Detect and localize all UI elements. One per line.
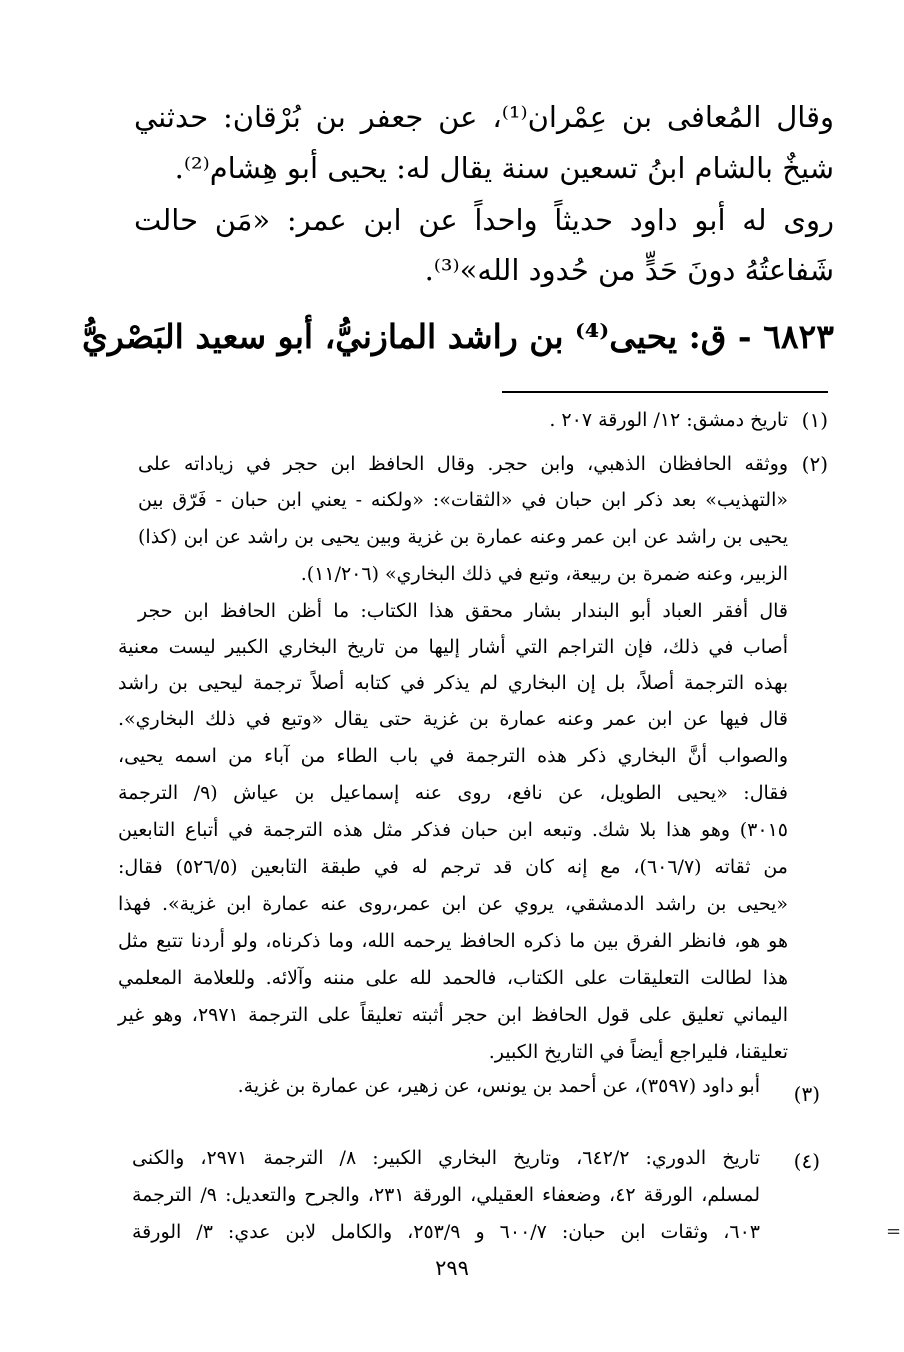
editor-note-line: اليماني تعليق على قول الحافظ ابن حجر أثبته تعليقاً على الترجمة ٢٩٧١، وهو غير (118, 1004, 788, 1026)
editor-note-line: قال فيها عن ابن عمر وعنه عمارة بن غزية حتى يقال «وتبع في ذلك البخاري». (118, 708, 788, 730)
footnote-3-line: أبو داود (٣٥٩٧)، عن أحمد بن يونس، عن زهير، عن عمارة بن غزية. (237, 1075, 760, 1097)
footnote-number-1: (١) (801, 408, 828, 432)
editor-note-line: من ثقاته (٦٠٦/٧)، مع إنه كان قد ترجم له في طبقة التابعين (٥٢٦/٥) فقال: (118, 856, 788, 878)
footnote-number-2: (٢) (801, 452, 828, 476)
footnote-2-line: يحيى بن راشد عن ابن عمر وعنه عمارة بن غزية وبين يحيى بن راشد عن ابن (كذا) (138, 526, 788, 548)
footnote-number-3: (٣) (793, 1082, 820, 1106)
editor-note-line: قال أفقر العباد أبو البندار بشار محقق هذا الكتاب: ما أظن الحافظ ابن حجر (138, 600, 788, 622)
footnote-4-line: تاريخ الدوري: ٦٤٢/٢، وتاريخ البخاري الكبير: ٨/ الترجمة ٢٩٧١، والكنى (132, 1147, 760, 1169)
body-line-3: روى له أبو داود حديثاً واحداً عن ابن عمر: «مَن حالت (134, 203, 834, 237)
body-line-1: وقال المُعافى بن عِمْران⁽¹⁾، عن جعفر بن بُرْقان: حدثني (134, 100, 834, 134)
entry-heading: ٦٨٢٣ - ق: يحيى⁽⁴⁾ بن راشد المازنيُّ، أبو سعيد البَصْريُّ (82, 317, 834, 356)
editor-note-line: ٣٠١٥) وهو هذا بلا شك. وتبعه ابن حبان فذكر مثل هذه الترجمة في أتباع التابعين (118, 819, 788, 841)
body-line-2: شيخٌ بالشام ابنُ تسعين سنة يقال له: يحيى أبو هِشام⁽²⁾. (174, 151, 834, 185)
continuation-mark: = (886, 1221, 902, 1242)
footnote-4-line: لمسلم، الورقة ٤٢، وضعفاء العقيلي، الورقة ٢٣١، والجرح والتعديل: ٩/ الترجمة (132, 1184, 761, 1206)
editor-note-line: فقال: «يحيى الطويل، عن نافع، روى عنه إسماعيل بن عياش (٩/ الترجمة (118, 782, 788, 804)
body-line-4: شَفاعتُهُ دونَ حَدٍّ من حُدود الله»⁽³⁾. (424, 253, 834, 287)
editor-note-line: هذا لطالت التعليقات على الكتاب، فالحمد لله على مننه وآلائه. وللعلامة المعلمي (118, 967, 788, 989)
editor-note-line: أصاب في ذلك، فإن التراجم التي أشار إليها من تاريخ البخاري الكبير ليست معنية (118, 636, 788, 658)
footnote-1-line: تاريخ دمشق: ١٢/ الورقة ٢٠٧ . (549, 409, 788, 431)
footnote-2-line: «التهذيب» بعد ذكر ابن حبان في «الثقات»: «ولكنه - يعني ابن حبان - فَرّق بين (138, 489, 788, 511)
editor-note-line: «يحيى بن راشد الدمشقي، يروي عن ابن عمر،روى عنه عمارة ابن غزية». فهذا (118, 893, 788, 915)
footnote-2-line: الزبير، وعنه ضمرة بن ربيعة، وتبع في ذلك البخاري» (١١/٢٠٦). (300, 563, 788, 585)
footnote-number-4: (٤) (793, 1149, 820, 1173)
page-number: ٢٩٩ (435, 1256, 469, 1280)
editor-note-line: بهذه الترجمة أصلاً، بل إن البخاري لم يذكر في كتابه أصلاً ترجمة ليحيى بن راشد (118, 672, 788, 694)
footnote-separator (502, 391, 828, 393)
footnote-4-line: ٦٠٣، وثقات ابن حبان: ٦٠٠/٧ و ٢٥٣/٩، والكامل لابن عدي: ٣/ الورقة (132, 1221, 760, 1243)
footnote-2-line: ووثقه الحافظان الذهبي، وابن حجر. وقال الحافظ ابن حجر في زياداته على (138, 453, 788, 475)
editor-note-line: تعليقنا، فليراجع أيضاً في التاريخ الكبير. (488, 1041, 788, 1063)
editor-note-line: والصواب أنَّ البخاري ذكر هذه الترجمة في باب الطاء من آباء من اسمه يحيى، (118, 745, 788, 767)
editor-note-line: هو هو، فانظر الفرق بين ما ذكره الحافظ يرحمه الله، وما ذكرناه، ولو أردنا تتبع مثل (118, 930, 788, 952)
